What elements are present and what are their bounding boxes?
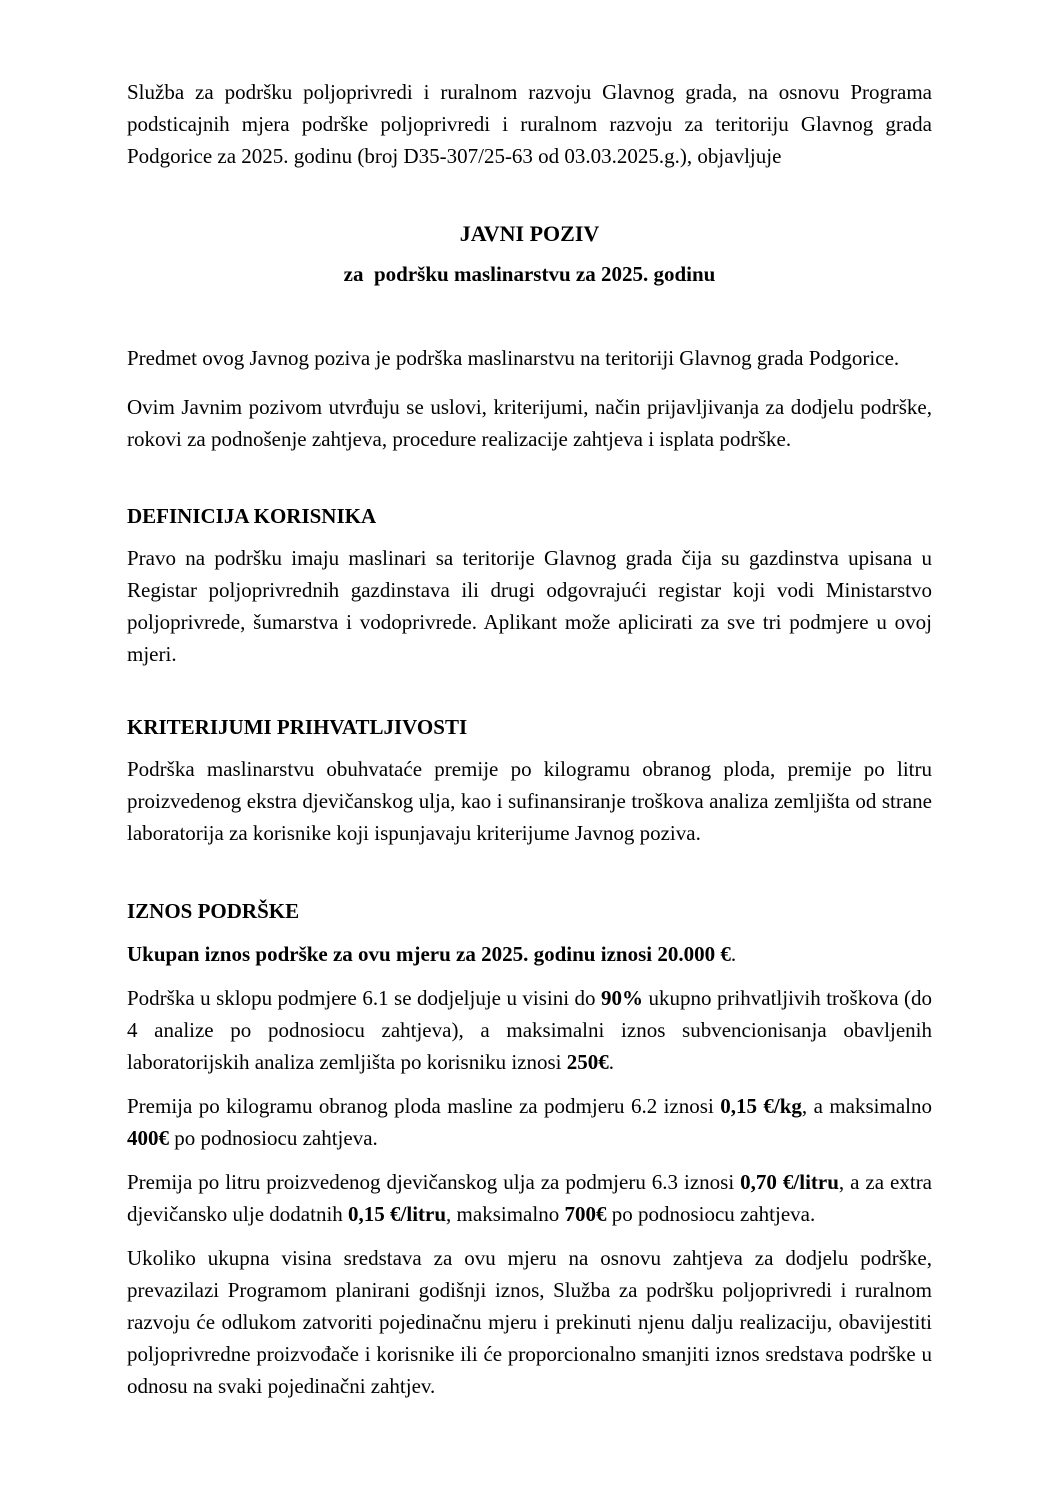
definicija-korisnika-paragraph: Pravo na podršku imaju maslinari sa teritorije Glavnog grada čija su gazdinstva upisana u Registar poljoprivrednih gazdinstava ili drugi odgovrajući registar koji vodi Ministarstvo poljoprivrede, šumarstva i vodoprivrede. Aplikant može aplicirati za sve tri podmjere u ovoj mjeri.: [127, 546, 932, 666]
scope-paragraph: Ovim Javnim pozivom utvrđuju se uslovi, kriterijumi, način prijavljivanja za dodjelu podrške, rokovi za podnošenje zahtjeva, procedure realizacije zahtjeva i isplata podrške.: [127, 395, 932, 451]
podmjera-6-2-paragraph: Premija po kilogramu obranog ploda masline za podmjeru 6.2 iznosi 0,15 €/kg, a maksimalno 400€ po podnosiocu zahtjeva.: [127, 1094, 932, 1150]
podmjera-6-1-paragraph: Podrška u sklopu podmjere 6.1 se dodjeljuje u visini do 90% ukupno prihvatljivih troškova (do 4 analize po podnosiocu zahtjeva), a maksimalni iznos subvencionisanja obavljenih laboratorijskih analiza zemljišta po korisniku iznosi 250€.: [127, 986, 933, 1074]
total-amount-paragraph: Ukupan iznos podrške za ovu mjeru za 2025. godinu iznosi 20.000 €.: [127, 942, 737, 966]
intro-paragraph: Služba za podršku poljoprivredi i ruralnom razvoju Glavnog grada, na osnovu Programa podsticajnih mjera podrške poljoprivredi i ruralnom razvoju za teritoriju Glavnog grada Podgorice za 2025. godinu (broj D35-307/25-63 od 03.03.2025.g.), objavljuje: [127, 80, 932, 168]
budget-limit-paragraph: Ukoliko ukupna visina sredstava za ovu mjeru na osnovu zahtjeva za dodjelu podrške, prevazilazi Programom planirani godišnji iznos, Služba za podršku poljoprivredi i ruralnom razvoju će odlukom zatvoriti pojedinačnu mjeru i prekinuti njenu dalju realizaciju, obavijestiti poljoprivredne proizvođače i korisnike ili će proporcionalno smanjiti iznos sredstava podrške u odnosu na svaki pojedinačni zahtjev.: [127, 1246, 932, 1398]
kriterijumi-prihvatljivosti-paragraph: Podrška maslinarstvu obuhvataće premije po kilogramu obranog ploda, premije po litru proizvedenog ekstra djevičanskog ulja, kao i sufinansiranje troškova analiza zemljišta od strane laboratorija za korisnike koji ispunjavaju kriterijume Javnog poziva.: [127, 757, 932, 845]
heading-kriterijumi-prihvatljivosti: KRITERIJUMI PRIHVATLJIVOSTI: [127, 715, 468, 739]
heading-iznos-podrske: IZNOS PODRŠKE: [127, 899, 300, 923]
document-title: JAVNI POZIV: [459, 221, 600, 246]
subject-paragraph: Predmet ovog Javnog poziva je podrška maslinarstvu na teritoriji Glavnog grada Podgorice.: [127, 346, 900, 370]
heading-definicija-korisnika: DEFINICIJA KORISNIKA: [127, 504, 377, 528]
document-subtitle: za podršku maslinarstvu za 2025. godinu: [343, 262, 716, 286]
podmjera-6-3-paragraph: Premija po litru proizvedenog djevičanskog ulja za podmjeru 6.3 iznosi 0,70 €/litru, a za extra djevičansko ulje dodatnih 0,15 €/litru, maksimalno 700€ po podnosiocu zahtjeva.: [127, 1170, 933, 1226]
